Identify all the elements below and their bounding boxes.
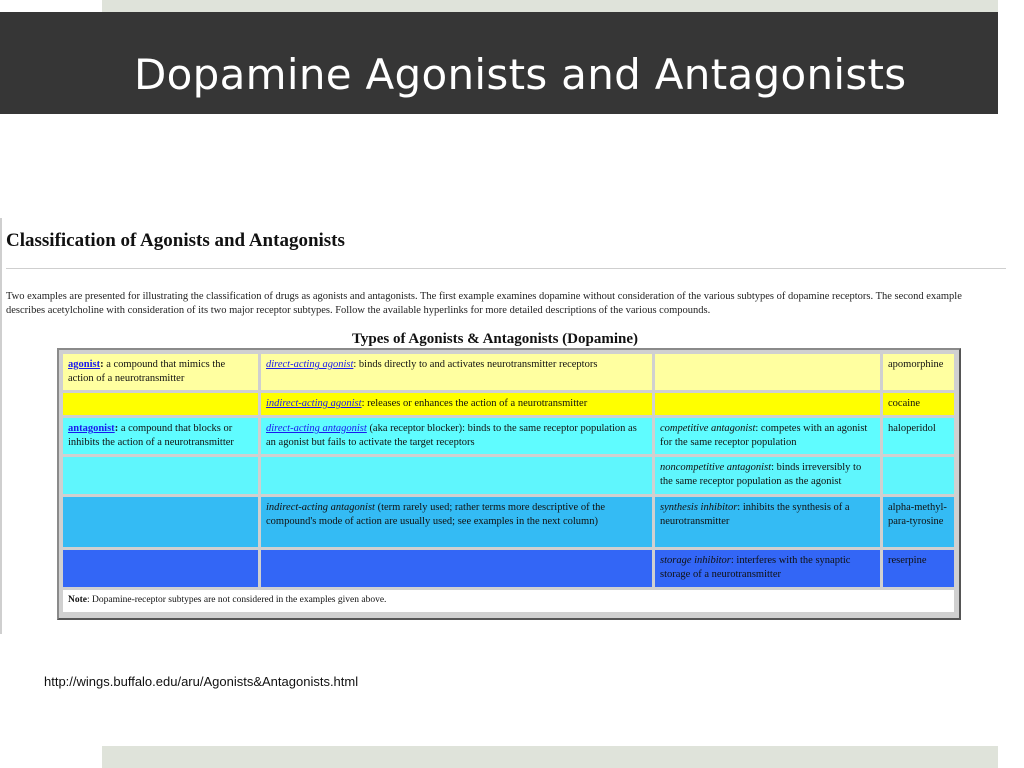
example-apomorphine: apomorphine bbox=[888, 359, 944, 370]
slide-title: Dopamine Agonists and Antagonists bbox=[134, 50, 907, 99]
page-heading: Classification of Agonists and Antagonists bbox=[6, 230, 345, 251]
horizontal-rule bbox=[6, 268, 1006, 269]
indirect-acting-agonist-link[interactable]: indirect-acting agonist bbox=[266, 398, 362, 409]
competitive-antagonist-term: competitive antagonist bbox=[660, 423, 756, 434]
table-title: Types of Agonists & Antagonists (Dopamine) bbox=[352, 331, 639, 347]
table-cell-competitive-antagonist bbox=[655, 418, 880, 454]
table-cell-empty bbox=[655, 354, 880, 390]
table-cell-example-cocaine bbox=[883, 393, 954, 415]
table-cell-direct-acting-agonist bbox=[261, 354, 652, 390]
note-label: Note bbox=[68, 595, 87, 605]
table-cell-agonist bbox=[63, 354, 258, 390]
intro-paragraph: Two examples are presented for illustrating the classification of drugs as agonists and antagonists. The first example examines dopamine without consideration of the various subtypes of dopamine receptors. The second example describes acetylcholine with consideration of its two major receptor subtypes. Follow the available hyperlinks for more detailed descriptions of the various compounds. bbox=[6, 291, 962, 316]
direct-acting-antagonist-definition: (aka receptor blocker): binds to the same receptor population as an agonist but fails to activate the target receptors bbox=[266, 423, 637, 448]
classification-table bbox=[57, 348, 961, 620]
direct-acting-antagonist-link[interactable]: direct-acting antagonist bbox=[266, 423, 367, 434]
indirect-acting-agonist-definition: : releases or enhances the action of a neurotransmitter bbox=[361, 398, 588, 409]
synthesis-inhibitor-definition: : inhibits the synthesis of a neurotransmitter bbox=[660, 502, 850, 527]
table-cell-empty bbox=[63, 393, 258, 415]
table-cell-indirect-acting-agonist bbox=[261, 393, 652, 415]
bottom-accent-strip bbox=[102, 746, 998, 768]
antagonist-definition: a compound that blocks or inhibits the action of a neurotransmitter bbox=[68, 423, 234, 448]
agonist-link[interactable]: agonist bbox=[68, 359, 101, 370]
direct-acting-agonist-link[interactable]: direct-acting agonist bbox=[266, 359, 354, 370]
table-cell-empty bbox=[261, 550, 652, 587]
table-note bbox=[63, 590, 954, 612]
note-text: : Dopamine-receptor subtypes are not considered in the examples given above. bbox=[87, 595, 387, 605]
table-cell-example-apomorphine bbox=[883, 354, 954, 390]
table-cell-storage-inhibitor bbox=[655, 550, 880, 587]
example-ampt: alpha-methyl-para-tyrosine bbox=[888, 502, 947, 527]
antagonist-colon: : bbox=[114, 423, 119, 434]
table-cell-direct-acting-antagonist bbox=[261, 418, 652, 454]
table-cell-example-haloperidol bbox=[883, 418, 954, 454]
direct-acting-agonist-definition: : binds directly to and activates neurotransmitter receptors bbox=[353, 359, 598, 370]
indirect-acting-antagonist-term: indirect-acting antagonist bbox=[266, 502, 375, 513]
table-cell-empty bbox=[655, 393, 880, 415]
antagonist-link[interactable]: antagonist bbox=[68, 423, 115, 434]
table-cell-antagonist bbox=[63, 418, 258, 454]
source-url[interactable]: http://wings.buffalo.edu/aru/Agonists&Antagonists.html bbox=[44, 674, 359, 689]
table-cell-empty bbox=[63, 457, 258, 494]
table-cell-noncompetitive-antagonist bbox=[655, 457, 880, 494]
table-cell-example-reserpine bbox=[883, 550, 954, 587]
noncompetitive-antagonist-definition: : binds irreversibly to the same receptor population as the agonist bbox=[660, 462, 862, 487]
webpage-screenshot bbox=[0, 218, 1008, 634]
table-cell-example-ampt bbox=[883, 497, 954, 547]
storage-inhibitor-term: storage inhibitor bbox=[660, 555, 731, 566]
title-bar bbox=[0, 12, 998, 114]
table-cell-empty bbox=[261, 457, 652, 494]
example-cocaine: cocaine bbox=[888, 398, 921, 409]
table-cell-empty bbox=[883, 457, 954, 494]
table-cell-empty bbox=[63, 497, 258, 547]
example-haloperidol: haloperidol bbox=[888, 423, 936, 434]
table-cell-indirect-acting-antagonist bbox=[261, 497, 652, 547]
table-cell-empty bbox=[63, 550, 258, 587]
noncompetitive-antagonist-term: noncompetitive antagonist bbox=[660, 462, 772, 473]
agonist-definition: a compound that mimics the action of a neurotransmitter bbox=[68, 359, 226, 384]
top-accent-strip bbox=[102, 0, 998, 12]
synthesis-inhibitor-term: synthesis inhibitor bbox=[660, 502, 738, 513]
table-cell-synthesis-inhibitor bbox=[655, 497, 880, 547]
agonist-colon: : bbox=[100, 359, 104, 370]
competitive-antagonist-definition: : competes with an agonist for the same receptor population bbox=[660, 423, 868, 448]
indirect-acting-antagonist-definition: (term rarely used; rather terms more descriptive of the compound's mode of action are usually used; see examples in the next column) bbox=[266, 502, 606, 527]
example-reserpine: reserpine bbox=[888, 555, 927, 566]
storage-inhibitor-definition: : interferes with the synaptic storage of a neurotransmitter bbox=[660, 555, 851, 580]
